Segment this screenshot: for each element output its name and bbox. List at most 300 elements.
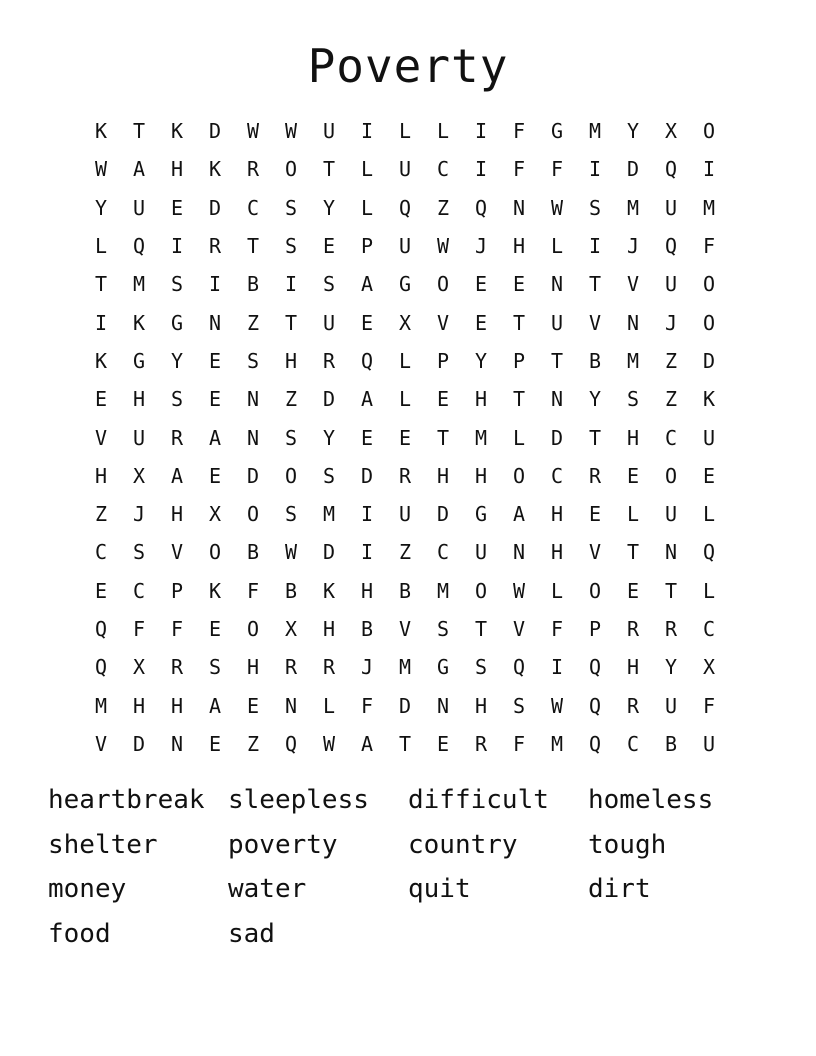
word-list-item: country bbox=[408, 829, 518, 860]
grid-letter: T bbox=[664, 578, 678, 603]
grid-letter: F bbox=[512, 119, 526, 144]
word-list-item: money bbox=[48, 874, 127, 904]
grid-letter: R bbox=[474, 731, 488, 756]
grid-letter: H bbox=[132, 693, 146, 718]
grid-letter: C bbox=[702, 617, 716, 641]
grid-letter: B bbox=[360, 617, 374, 641]
grid-letter: E bbox=[360, 425, 374, 450]
grid-letter: Q bbox=[284, 731, 298, 756]
grid-letter: K bbox=[208, 157, 222, 182]
grid-letter: M bbox=[94, 693, 108, 718]
grid-row bbox=[82, 725, 728, 763]
grid-letter: N bbox=[550, 272, 564, 297]
grid-letter: O bbox=[284, 157, 298, 182]
grid-letter: O bbox=[702, 272, 716, 297]
grid-letter: Q bbox=[398, 195, 412, 220]
grid-letter: Q bbox=[94, 655, 108, 680]
grid-letter: V bbox=[588, 540, 602, 565]
grid-letter: H bbox=[436, 463, 450, 488]
grid-letter: E bbox=[436, 387, 450, 412]
grid-letter: E bbox=[170, 195, 184, 220]
grid-letter: E bbox=[588, 502, 602, 527]
grid-row bbox=[82, 342, 728, 380]
grid-letter: Y bbox=[626, 119, 640, 144]
grid-letter: E bbox=[322, 234, 336, 259]
grid-letter: J bbox=[474, 234, 488, 259]
grid-letter: Z bbox=[246, 310, 260, 335]
grid-letter: O bbox=[474, 578, 488, 603]
grid-letter: I bbox=[588, 234, 602, 259]
grid-row bbox=[82, 495, 728, 533]
grid-letter: O bbox=[664, 463, 678, 488]
grid-letter: L bbox=[626, 502, 640, 527]
grid-letter: S bbox=[208, 655, 222, 680]
word-list-item: sleepless bbox=[228, 785, 369, 815]
grid-row bbox=[82, 610, 728, 648]
grid-letter: Q bbox=[588, 693, 602, 718]
grid-letter: H bbox=[550, 540, 564, 565]
word-list-item: tough bbox=[588, 829, 667, 860]
grid-letter: E bbox=[626, 578, 640, 603]
grid-letter: H bbox=[246, 655, 260, 680]
grid-letter: H bbox=[94, 463, 108, 488]
grid-letter: Z bbox=[284, 387, 298, 412]
grid-letter: S bbox=[322, 463, 336, 488]
grid-letter: G bbox=[474, 502, 488, 527]
grid-letter: U bbox=[664, 272, 678, 297]
word-list bbox=[48, 782, 768, 953]
grid-letter: H bbox=[170, 693, 184, 718]
grid-letter: O bbox=[512, 463, 526, 488]
puzzle-title: Poverty bbox=[307, 39, 509, 93]
grid-letter: D bbox=[360, 463, 374, 488]
grid-letter: S bbox=[246, 348, 260, 373]
grid-letter: Y bbox=[322, 425, 336, 450]
grid-letter: K bbox=[170, 119, 184, 144]
grid-letter: Y bbox=[664, 655, 678, 680]
grid-letter: V bbox=[588, 310, 602, 335]
grid-row bbox=[82, 150, 728, 188]
grid-letter: X bbox=[702, 655, 716, 680]
grid-letter: J bbox=[132, 502, 146, 527]
grid-letter: Q bbox=[512, 655, 526, 680]
grid-letter: D bbox=[550, 425, 564, 450]
grid-letter: L bbox=[398, 387, 412, 412]
grid-row bbox=[82, 572, 728, 610]
grid-row bbox=[82, 189, 728, 227]
grid-letter: Q bbox=[360, 348, 374, 373]
grid-letter: A bbox=[208, 693, 222, 718]
grid-letter: L bbox=[702, 502, 716, 527]
grid-letter: D bbox=[436, 502, 450, 527]
grid-letter: H bbox=[550, 502, 564, 527]
grid-letter: P bbox=[588, 617, 602, 641]
grid-letter: R bbox=[626, 617, 640, 641]
grid-letter: F bbox=[360, 693, 374, 718]
grid-letter: O bbox=[588, 578, 602, 603]
grid-letter: C bbox=[94, 540, 108, 565]
word-list-item: difficult bbox=[408, 785, 549, 815]
grid-letter: R bbox=[284, 655, 298, 680]
grid-letter: R bbox=[170, 425, 184, 450]
grid-letter: H bbox=[170, 157, 184, 182]
grid-letter: X bbox=[284, 617, 298, 641]
grid-letter: N bbox=[284, 693, 298, 718]
grid-row bbox=[82, 533, 728, 571]
grid-letter: C bbox=[664, 425, 678, 450]
grid-letter: C bbox=[132, 578, 146, 603]
grid-letter: T bbox=[474, 617, 488, 641]
grid-letter: G bbox=[170, 310, 184, 335]
grid-letter: B bbox=[284, 578, 298, 603]
grid-letter: J bbox=[360, 655, 374, 680]
grid-letter: G bbox=[398, 272, 412, 297]
grid-letter: D bbox=[246, 463, 260, 488]
grid-letter: T bbox=[322, 157, 336, 182]
grid-letter: O bbox=[436, 272, 450, 297]
grid-letter: U bbox=[664, 195, 678, 220]
grid-letter: H bbox=[360, 578, 374, 603]
grid-letter: I bbox=[588, 157, 602, 182]
grid-letter: Y bbox=[170, 348, 184, 373]
grid-letter: L bbox=[512, 425, 526, 450]
grid-letter: N bbox=[512, 540, 526, 565]
grid-letter: P bbox=[170, 578, 184, 603]
grid-letter: K bbox=[94, 348, 108, 373]
grid-letter: E bbox=[246, 693, 260, 718]
grid-letter: U bbox=[398, 234, 412, 259]
grid-letter: A bbox=[170, 463, 184, 488]
grid-letter: F bbox=[132, 617, 146, 641]
grid-letter: E bbox=[208, 731, 222, 756]
grid-letter: T bbox=[398, 731, 412, 756]
grid-letter: B bbox=[246, 540, 260, 565]
grid-letter: M bbox=[474, 425, 488, 450]
grid-letter: E bbox=[208, 348, 222, 373]
grid-letter: E bbox=[398, 425, 412, 450]
grid-letter: D bbox=[208, 119, 222, 144]
grid-letter: K bbox=[702, 387, 716, 412]
grid-letter: M bbox=[436, 578, 450, 603]
grid-letter: I bbox=[702, 157, 716, 182]
grid-letter: E bbox=[360, 310, 374, 335]
grid-letter: K bbox=[322, 578, 336, 603]
word-list-item: homeless bbox=[588, 785, 714, 815]
grid-letter: F bbox=[702, 234, 716, 259]
grid-letter: I bbox=[474, 119, 488, 144]
grid-letter: M bbox=[322, 502, 336, 527]
grid-letter: D bbox=[702, 348, 716, 373]
grid-letter: U bbox=[322, 310, 336, 335]
grid-letter: T bbox=[132, 119, 146, 144]
grid-letter: L bbox=[550, 234, 564, 259]
grid-letter: T bbox=[588, 272, 602, 297]
word-list-item: shelter bbox=[48, 829, 158, 860]
grid-row bbox=[82, 265, 728, 303]
grid-letter: Q bbox=[664, 157, 678, 182]
grid-letter: I bbox=[550, 655, 564, 680]
grid-row bbox=[82, 380, 728, 418]
grid-letter: L bbox=[702, 578, 716, 603]
grid-letter: H bbox=[474, 693, 488, 718]
grid-letter: F bbox=[512, 157, 526, 182]
grid-letter: S bbox=[284, 425, 298, 450]
grid-letter: B bbox=[588, 348, 602, 373]
grid-letter: M bbox=[132, 272, 146, 297]
grid-letter: U bbox=[702, 425, 716, 450]
grid-letter: O bbox=[702, 310, 716, 335]
grid-letter: W bbox=[284, 119, 298, 144]
grid-letter: A bbox=[208, 425, 222, 450]
grid-letter: L bbox=[398, 119, 412, 144]
grid-letter: S bbox=[170, 387, 184, 412]
grid-row bbox=[82, 112, 728, 150]
grid-letter: I bbox=[284, 272, 298, 297]
grid-letter: D bbox=[208, 195, 222, 220]
grid-letter: T bbox=[512, 310, 526, 335]
grid-letter: W bbox=[322, 731, 336, 756]
grid-letter: T bbox=[436, 425, 450, 450]
grid-letter: B bbox=[246, 272, 260, 297]
grid-letter: Q bbox=[474, 195, 488, 220]
grid-letter: E bbox=[512, 272, 526, 297]
grid-letter: R bbox=[322, 348, 336, 373]
grid-letter: N bbox=[246, 425, 260, 450]
grid-letter: U bbox=[474, 540, 488, 565]
grid-letter: P bbox=[436, 348, 450, 373]
grid-letter: T bbox=[550, 348, 564, 373]
grid-letter: U bbox=[664, 693, 678, 718]
grid-letter: V bbox=[170, 540, 184, 565]
letter-grid bbox=[82, 112, 728, 763]
grid-letter: H bbox=[626, 425, 640, 450]
grid-letter: R bbox=[398, 463, 412, 488]
grid-letter: W bbox=[246, 119, 260, 144]
grid-letter: A bbox=[132, 157, 146, 182]
grid-letter: Z bbox=[436, 195, 450, 220]
grid-letter: U bbox=[398, 157, 412, 182]
grid-letter: Z bbox=[398, 540, 412, 565]
grid-letter: R bbox=[664, 617, 678, 641]
word-list-item: poverty bbox=[228, 829, 338, 860]
grid-letter: T bbox=[246, 234, 260, 259]
grid-letter: U bbox=[664, 502, 678, 527]
grid-letter: H bbox=[512, 234, 526, 259]
grid-letter: D bbox=[322, 540, 336, 565]
grid-letter: H bbox=[626, 655, 640, 680]
grid-letter: L bbox=[436, 119, 450, 144]
grid-letter: Q bbox=[588, 731, 602, 756]
grid-letter: M bbox=[626, 195, 640, 220]
grid-letter: S bbox=[170, 272, 184, 297]
grid-letter: L bbox=[94, 234, 108, 259]
grid-letter: H bbox=[474, 463, 488, 488]
grid-letter: M bbox=[550, 731, 564, 756]
grid-letter: I bbox=[94, 310, 108, 335]
grid-letter: E bbox=[702, 463, 716, 488]
grid-letter: J bbox=[626, 234, 640, 259]
grid-letter: A bbox=[360, 731, 374, 756]
grid-letter: A bbox=[512, 502, 526, 527]
grid-letter: A bbox=[360, 272, 374, 297]
grid-letter: R bbox=[626, 693, 640, 718]
grid-letter: L bbox=[360, 157, 374, 182]
grid-letter: W bbox=[284, 540, 298, 565]
grid-row bbox=[82, 227, 728, 265]
grid-letter: U bbox=[702, 731, 716, 756]
grid-letter: N bbox=[512, 195, 526, 220]
grid-letter: D bbox=[626, 157, 640, 182]
grid-letter: G bbox=[132, 348, 146, 373]
grid-letter: N bbox=[626, 310, 640, 335]
grid-letter: Q bbox=[588, 655, 602, 680]
grid-letter: H bbox=[322, 617, 336, 641]
grid-letter: S bbox=[588, 195, 602, 220]
grid-letter: Y bbox=[474, 348, 488, 373]
grid-letter: S bbox=[436, 617, 450, 641]
grid-letter: R bbox=[246, 157, 260, 182]
grid-letter: F bbox=[170, 617, 184, 641]
grid-letter: S bbox=[512, 693, 526, 718]
grid-letter: X bbox=[208, 502, 222, 527]
grid-letter: S bbox=[132, 540, 146, 565]
grid-letter: C bbox=[436, 157, 450, 182]
grid-letter: B bbox=[398, 578, 412, 603]
grid-letter: C bbox=[246, 195, 260, 220]
grid-letter: W bbox=[512, 578, 526, 603]
grid-letter: E bbox=[474, 310, 488, 335]
grid-letter: S bbox=[474, 655, 488, 680]
grid-letter: T bbox=[284, 310, 298, 335]
grid-letter: L bbox=[360, 195, 374, 220]
grid-letter: K bbox=[208, 578, 222, 603]
grid-letter: Z bbox=[246, 731, 260, 756]
grid-letter: C bbox=[550, 463, 564, 488]
grid-letter: T bbox=[626, 540, 640, 565]
grid-letter: Q bbox=[94, 617, 108, 641]
grid-letter: C bbox=[626, 731, 640, 756]
grid-letter: S bbox=[284, 502, 298, 527]
grid-letter: Q bbox=[132, 234, 146, 259]
grid-letter: F bbox=[512, 731, 526, 756]
grid-letter: M bbox=[398, 655, 412, 680]
grid-letter: M bbox=[702, 195, 716, 220]
grid-letter: S bbox=[322, 272, 336, 297]
grid-letter: U bbox=[322, 119, 336, 144]
grid-letter: U bbox=[132, 425, 146, 450]
grid-letter: W bbox=[436, 234, 450, 259]
grid-letter: G bbox=[550, 119, 564, 144]
grid-letter: W bbox=[94, 157, 108, 182]
grid-letter: Y bbox=[94, 195, 108, 220]
grid-letter: R bbox=[170, 655, 184, 680]
grid-letter: V bbox=[436, 310, 450, 335]
grid-letter: N bbox=[170, 731, 184, 756]
grid-letter: C bbox=[436, 540, 450, 565]
grid-letter: H bbox=[170, 502, 184, 527]
grid-letter: U bbox=[398, 502, 412, 527]
grid-row bbox=[82, 457, 728, 495]
grid-letter: T bbox=[588, 425, 602, 450]
grid-letter: N bbox=[208, 310, 222, 335]
grid-letter: E bbox=[474, 272, 488, 297]
grid-row bbox=[82, 418, 728, 456]
grid-letter: D bbox=[132, 731, 146, 756]
grid-letter: E bbox=[208, 617, 222, 641]
grid-letter: I bbox=[474, 157, 488, 182]
grid-letter: V bbox=[398, 617, 412, 641]
grid-letter: D bbox=[398, 693, 412, 718]
grid-letter: F bbox=[550, 617, 564, 641]
grid-letter: U bbox=[132, 195, 146, 220]
grid-letter: K bbox=[132, 310, 146, 335]
grid-letter: Z bbox=[94, 502, 108, 527]
grid-letter: I bbox=[170, 234, 184, 259]
grid-letter: T bbox=[512, 387, 526, 412]
word-list-item: dirt bbox=[588, 874, 651, 904]
grid-letter: S bbox=[284, 195, 298, 220]
grid-letter: G bbox=[436, 655, 450, 680]
grid-letter: K bbox=[94, 119, 108, 144]
grid-row bbox=[82, 303, 728, 341]
grid-letter: J bbox=[664, 310, 678, 335]
grid-letter: A bbox=[360, 387, 374, 412]
grid-letter: P bbox=[360, 234, 374, 259]
grid-letter: H bbox=[474, 387, 488, 412]
grid-letter: O bbox=[284, 463, 298, 488]
grid-letter: Z bbox=[664, 348, 678, 373]
grid-letter: U bbox=[550, 310, 564, 335]
grid-letter: H bbox=[132, 387, 146, 412]
grid-letter: N bbox=[436, 693, 450, 718]
grid-letter: E bbox=[626, 463, 640, 488]
grid-letter: N bbox=[246, 387, 260, 412]
grid-letter: W bbox=[550, 693, 564, 718]
grid-letter: V bbox=[626, 272, 640, 297]
grid-letter: L bbox=[322, 693, 336, 718]
grid-letter: Y bbox=[322, 195, 336, 220]
grid-letter: N bbox=[550, 387, 564, 412]
grid-letter: Q bbox=[702, 540, 716, 565]
grid-letter: V bbox=[512, 617, 526, 641]
grid-letter: X bbox=[398, 310, 412, 335]
grid-letter: I bbox=[360, 502, 374, 527]
grid-letter: B bbox=[664, 731, 678, 756]
word-list-item: food bbox=[48, 918, 111, 949]
grid-letter: E bbox=[94, 387, 108, 412]
grid-letter: M bbox=[588, 119, 602, 144]
grid-letter: M bbox=[626, 348, 640, 373]
grid-letter: I bbox=[360, 119, 374, 144]
grid-letter: I bbox=[360, 540, 374, 565]
grid-letter: O bbox=[246, 502, 260, 527]
grid-letter: Y bbox=[588, 387, 602, 412]
grid-letter: E bbox=[94, 578, 108, 603]
grid-letter: E bbox=[208, 387, 222, 412]
grid-letter: F bbox=[550, 157, 564, 182]
grid-letter: O bbox=[246, 617, 260, 641]
grid-letter: N bbox=[664, 540, 678, 565]
grid-letter: X bbox=[132, 655, 146, 680]
grid-letter: Q bbox=[664, 234, 678, 259]
grid-letter: O bbox=[702, 119, 716, 144]
grid-letter: S bbox=[626, 387, 640, 412]
grid-row bbox=[82, 648, 728, 686]
grid-letter: E bbox=[436, 731, 450, 756]
grid-letter: E bbox=[208, 463, 222, 488]
grid-letter: P bbox=[512, 348, 526, 373]
grid-letter: W bbox=[550, 195, 564, 220]
